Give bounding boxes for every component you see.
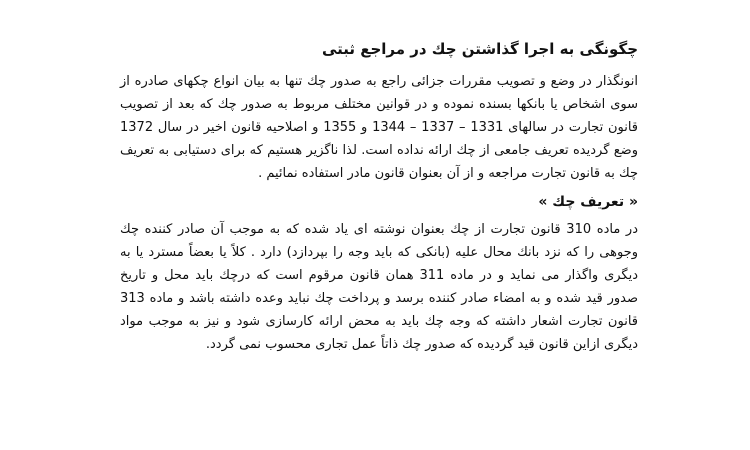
intro-paragraph: انونگذار در وضع و تصویب مقررات جزائی راجع به صدور چك تنها به بیان انواع چكهای صادره از سوی اشخاص یا بانكها بسنده نموده و در قوانین مختلف مربوط به صدور چك كه بعد از تصویب قانون تجارت در سالهای 1331 – 1337 – 1344 و 1355 و اصلاحیه قانون اخیر در سال 1372 وضع گردیده تعریف جامعی از چك ارائه نداده است. لذا ناگزیر هستیم كه برای دستیابی به تعریف چك به قانون تجارت مراجعه و از آن بعنوان قانون مادر استفاده نمائیم . — [120, 74, 639, 181]
document-body — [120, 38, 638, 356]
definition-paragraph: در ماده 310 قانون تجارت از چك بعنوان نوشته ای یاد شده كه به موجب آن صادر كننده چك وجوهی را كه نزد بانك محال علیه (بانكی كه باید وجه را بپردازد) دارد . كلاً یا بعضاً مسترد یا به دیگری واگذار می نماید و در ماده 311 همان قانون مرقوم است كه درچك باید محل و تاریخ صدور قید شده و به امضاء صادر كننده برسد و پرداخت چك نباید وعده داشته باشد و ماده 313 قانون تجارت اشعار داشته كه وجه چك باید به محض ارائه كارسازی شود و نیز به موجب مواد دیگری ازاین قانون قید گردیده كه صدور چك ذاتاً عمل تجاری محسوب نمی گردد. — [120, 222, 638, 352]
document-title: چگونگی به اجرا گذاشتن چك در مراجع ثبتی — [321, 40, 638, 58]
section-heading: « تعریف چك » — [538, 194, 638, 210]
